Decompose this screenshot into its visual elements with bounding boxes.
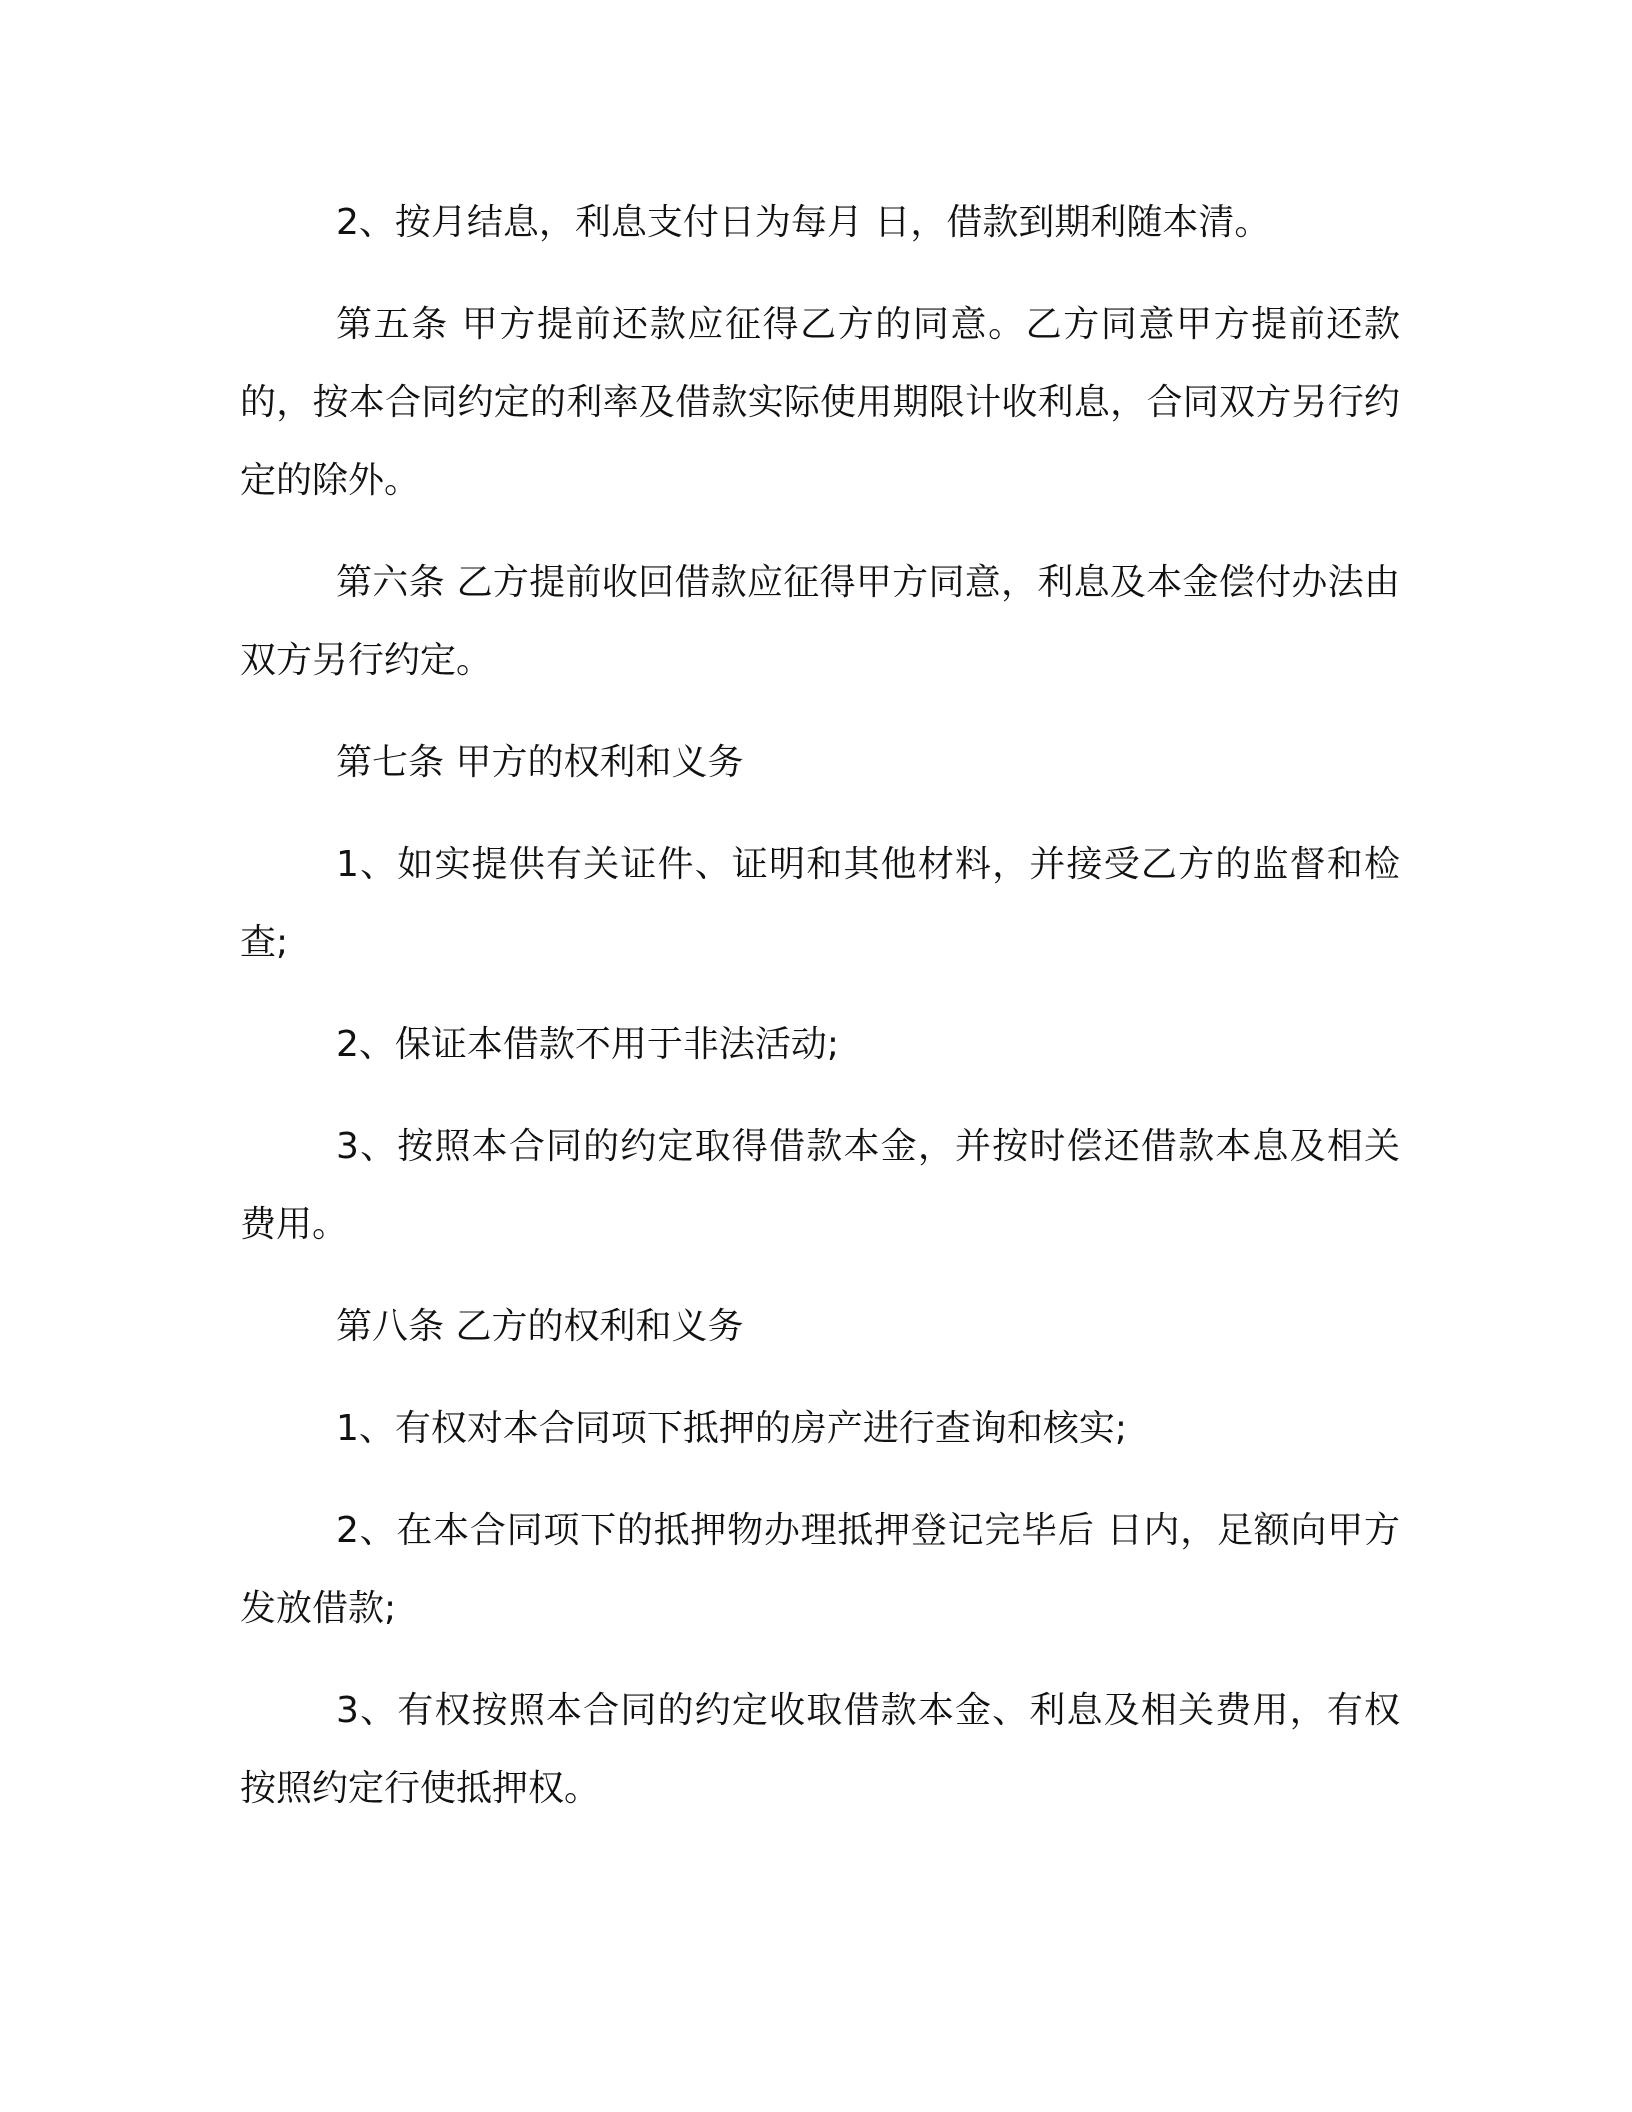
paragraph-article-8-item-2: 2、在本合同项下的抵押物办理抵押登记完毕后 日内，足额向甲方发放借款; [240, 1510, 1400, 1629]
paragraph-article-7-item-1: 1、如实提供有关证件、证明和其他材料，并接受乙方的监督和检查; [240, 844, 1400, 963]
paragraph-article-8-item-3: 3、有权按照本合同的约定收取借款本金、利息及相关费用，有权按照约定行使抵押权。 [240, 1690, 1400, 1809]
paragraph-article-7-item-2: 2、保证本借款不用于非法活动; [336, 1024, 840, 1065]
paragraph-article-6: 第六条 乙方提前收回借款应征得甲方同意，利息及本金偿付办法由双方另行约定。 [240, 562, 1400, 681]
paragraph-interest-payment: 2、按月结息，利息支付日为每月 日，借款到期利随本清。 [336, 202, 1271, 243]
document-body [240, 184, 1400, 1852]
paragraph-article-7-item-3: 3、按照本合同的约定取得借款本金，并按时偿还借款本息及相关费用。 [240, 1126, 1400, 1245]
paragraph-article-8-item-1: 1、有权对本合同项下抵押的房产进行查询和核实; [336, 1408, 1128, 1449]
paragraph-article-5: 第五条 甲方提前还款应征得乙方的同意。乙方同意甲方提前还款的，按本合同约定的利率及借款实际使用期限计收利息，合同双方另行约定的除外。 [240, 304, 1400, 501]
heading-article-8: 第八条 乙方的权利和义务 [336, 1306, 744, 1347]
heading-article-7: 第七条 甲方的权利和义务 [336, 742, 744, 783]
